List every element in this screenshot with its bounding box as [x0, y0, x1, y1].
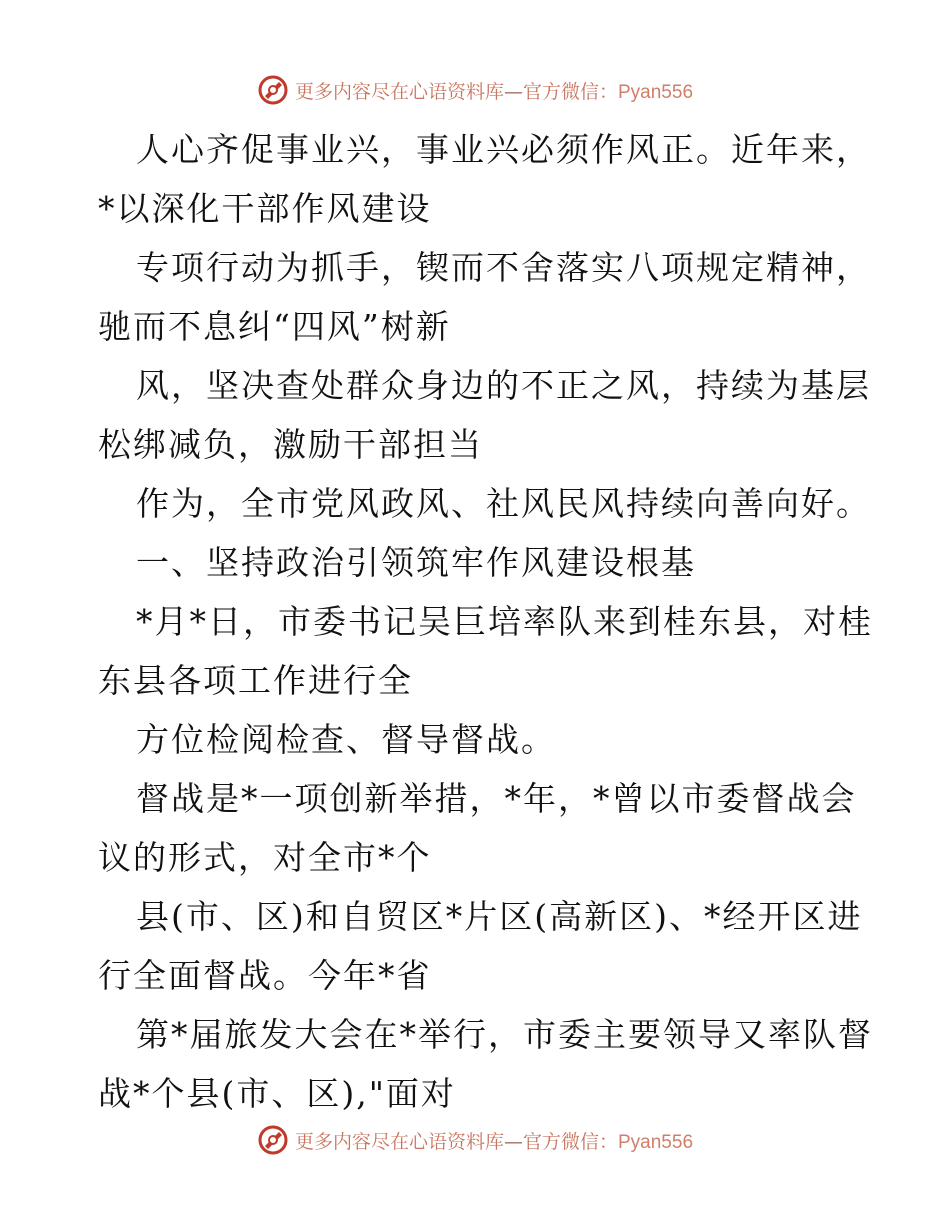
watermark-brand: 更多内容尽在心语资料库	[294, 1130, 504, 1153]
section-heading: 一、坚持政治引领筑牢作风建设根基	[136, 543, 696, 582]
text-line: 行全面督战。今年*省	[98, 956, 432, 995]
text-line: 风，坚决查处群众身边的不正之风，持续为基层	[136, 366, 871, 405]
text-line: 县(市、区)和自贸区*片区(高新区)、*经开区进	[136, 897, 863, 936]
text-line: *以深化干部作风建设	[98, 189, 432, 228]
watermark-separator: —	[503, 80, 523, 103]
watermark-text	[295, 1127, 693, 1154]
watermark-brand: 更多内容尽在心语资料库	[294, 80, 504, 103]
text-line: 第*届旅发大会在*举行，市委主要领导又率队督	[136, 1015, 873, 1054]
text-line: 专项行动为抓手，锲而不舍落实八项规定精神，	[136, 248, 871, 287]
document-body	[98, 120, 873, 1123]
text-line: 东县各项工作进行全	[98, 661, 413, 700]
watermark-wechat-id: Pyan556	[618, 81, 694, 103]
text-line: 战*个县(市、区),"面对	[98, 1074, 456, 1113]
watermark-label: 官方微信：	[522, 1130, 618, 1153]
brand-logo-icon	[257, 74, 289, 106]
footer-watermark	[0, 1120, 950, 1160]
watermark-wechat-id: Pyan556	[618, 1131, 694, 1153]
text-line: 驰而不息纠“四风”树新	[98, 307, 451, 346]
watermark-text	[295, 77, 693, 104]
text-line: 方位检阅检查、督导督战。	[136, 720, 556, 759]
watermark-separator: —	[503, 1130, 523, 1153]
text-line: 松绑减负，激励干部担当	[98, 425, 483, 464]
text-line: *月*日，市委书记吴巨培率队来到桂东县，对桂	[136, 602, 873, 641]
text-line: 人心齐促事业兴，事业兴必须作风正。近年来，	[136, 130, 871, 169]
brand-logo-icon	[257, 1124, 289, 1156]
watermark-label: 官方微信：	[522, 80, 618, 103]
text-line: 作为，全市党风政风、社风民风持续向善向好。	[136, 484, 871, 523]
header-watermark	[0, 70, 950, 110]
text-line: 督战是*一项创新举措，*年，*曾以市委督战会	[136, 779, 857, 818]
text-line: 议的形式，对全市*个	[98, 838, 432, 877]
